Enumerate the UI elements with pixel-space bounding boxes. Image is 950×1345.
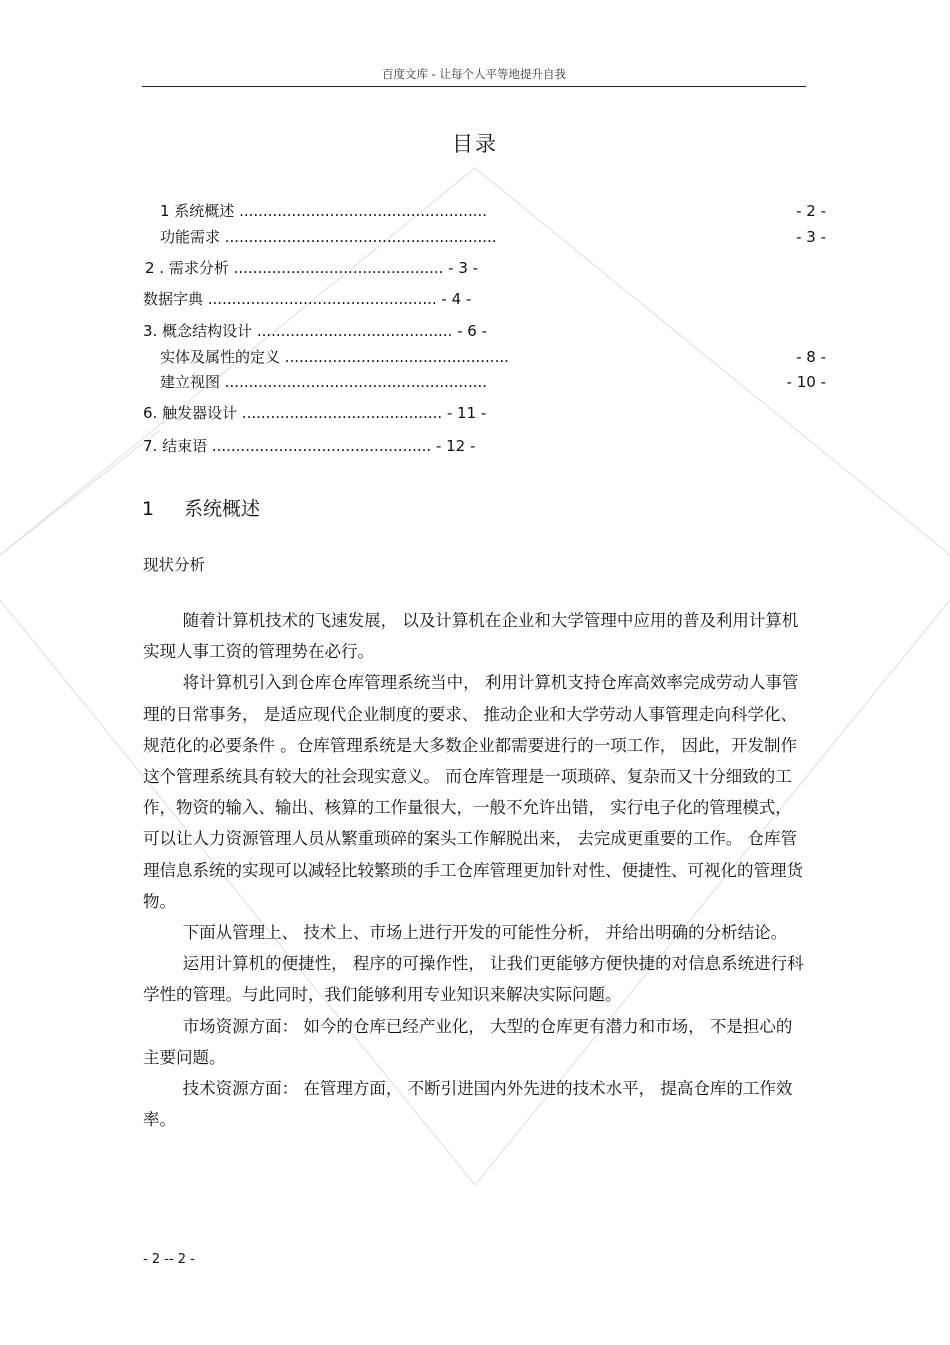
toc-entry-page: - 10 - — [786, 373, 826, 391]
paragraph: 市场资源方面： 如今的仓库已经产业化， 大型的仓库更有潜力和市场， 不是担心的主要问题。 — [143, 1016, 793, 1067]
section-number: 1 — [142, 498, 155, 520]
toc-entry-page: - 3 - — [796, 228, 826, 246]
page-number-footer: - 2 -- 2 - — [143, 1252, 195, 1267]
toc-entry-label[interactable]: 数据字典 ................................................ - 4 - — [143, 290, 472, 308]
section-heading — [142, 494, 260, 521]
toc-entry-label[interactable]: 1 系统概述 .................................................... — [160, 202, 488, 220]
toc-entry-label[interactable]: 建立视图 ....................................................... — [160, 373, 488, 391]
page-header: 百度文库 - 让每个人平等地提升自我 — [382, 67, 566, 81]
toc-entry-label[interactable]: 2 . 需求分析 ............................................ - 3 - — [145, 259, 479, 277]
toc-entry-page: - 8 - — [796, 348, 826, 366]
paragraph: 技术资源方面： 在管理方面， 不断引进国内外先进的技术水平， 提高仓库的工作效率。 — [143, 1079, 793, 1130]
paragraph: 运用计算机的便捷性， 程序的可操作性， 让我们更能够方便快捷的对信息系统进行科学性的管理。与此同时，我们能够利用专业知识来解决实际问题。 — [143, 954, 804, 1005]
toc-entry-label[interactable]: 实体及属性的定义 ............................................... — [160, 348, 509, 366]
paragraph: 将计算机引入到仓库仓库管理系统当中， 利用计算机支持仓库高效率完成劳动人事管理的日常事务， 是适应现代企业制度的要求、 推动企业和大学劳动人事管理走向科学化、 规范化的必要条件 。仓库管理系统是大多数企业都需要进行的一项工作， 因此，开发制作这个管理系统具有较大的社会现实意义。 而仓库管理是一项琐碎、复杂而又十分细致的工作，物资的输入、输出、核算的工作量很大，一般不允许出错， 实行电子化的管理模式， 可以让人力资源管理人员从繁重琐碎的案头工作解脱出来， 去完成更重要的工作。 仓库管理信息系统的实现可以减轻比较繁琐的手工仓库管理更加针对性、便捷性、可视化的管理货物。 — [143, 673, 803, 911]
subheading: 现状分析 — [143, 556, 206, 574]
toc-entry-page: - 2 - — [796, 202, 826, 220]
section-title: 系统概述 — [184, 498, 261, 520]
toc-entry-label[interactable]: 功能需求 ......................................................... — [160, 228, 497, 246]
header-divider — [142, 86, 806, 87]
toc-title: 目录 — [452, 132, 498, 156]
toc-entry-label[interactable]: 7. 结束语 .............................................. - 12 - — [143, 437, 476, 455]
paragraph: 下面从管理上、 技术上、市场上进行开发的可能性分析， 并给出明确的分析结论。 — [182, 923, 788, 943]
toc-entry-label[interactable]: 6. 触发器设计 .......................................... - 11 - — [143, 404, 487, 422]
toc-entry-label[interactable]: 3. 概念结构设计 ......................................... - 6 - — [143, 322, 488, 340]
body-text — [143, 605, 807, 1135]
paragraph: 随着计算机技术的飞速发展， 以及计算机在企业和大学管理中应用的普及利用计算机实现人事工资的管理势在必行。 — [143, 611, 799, 662]
